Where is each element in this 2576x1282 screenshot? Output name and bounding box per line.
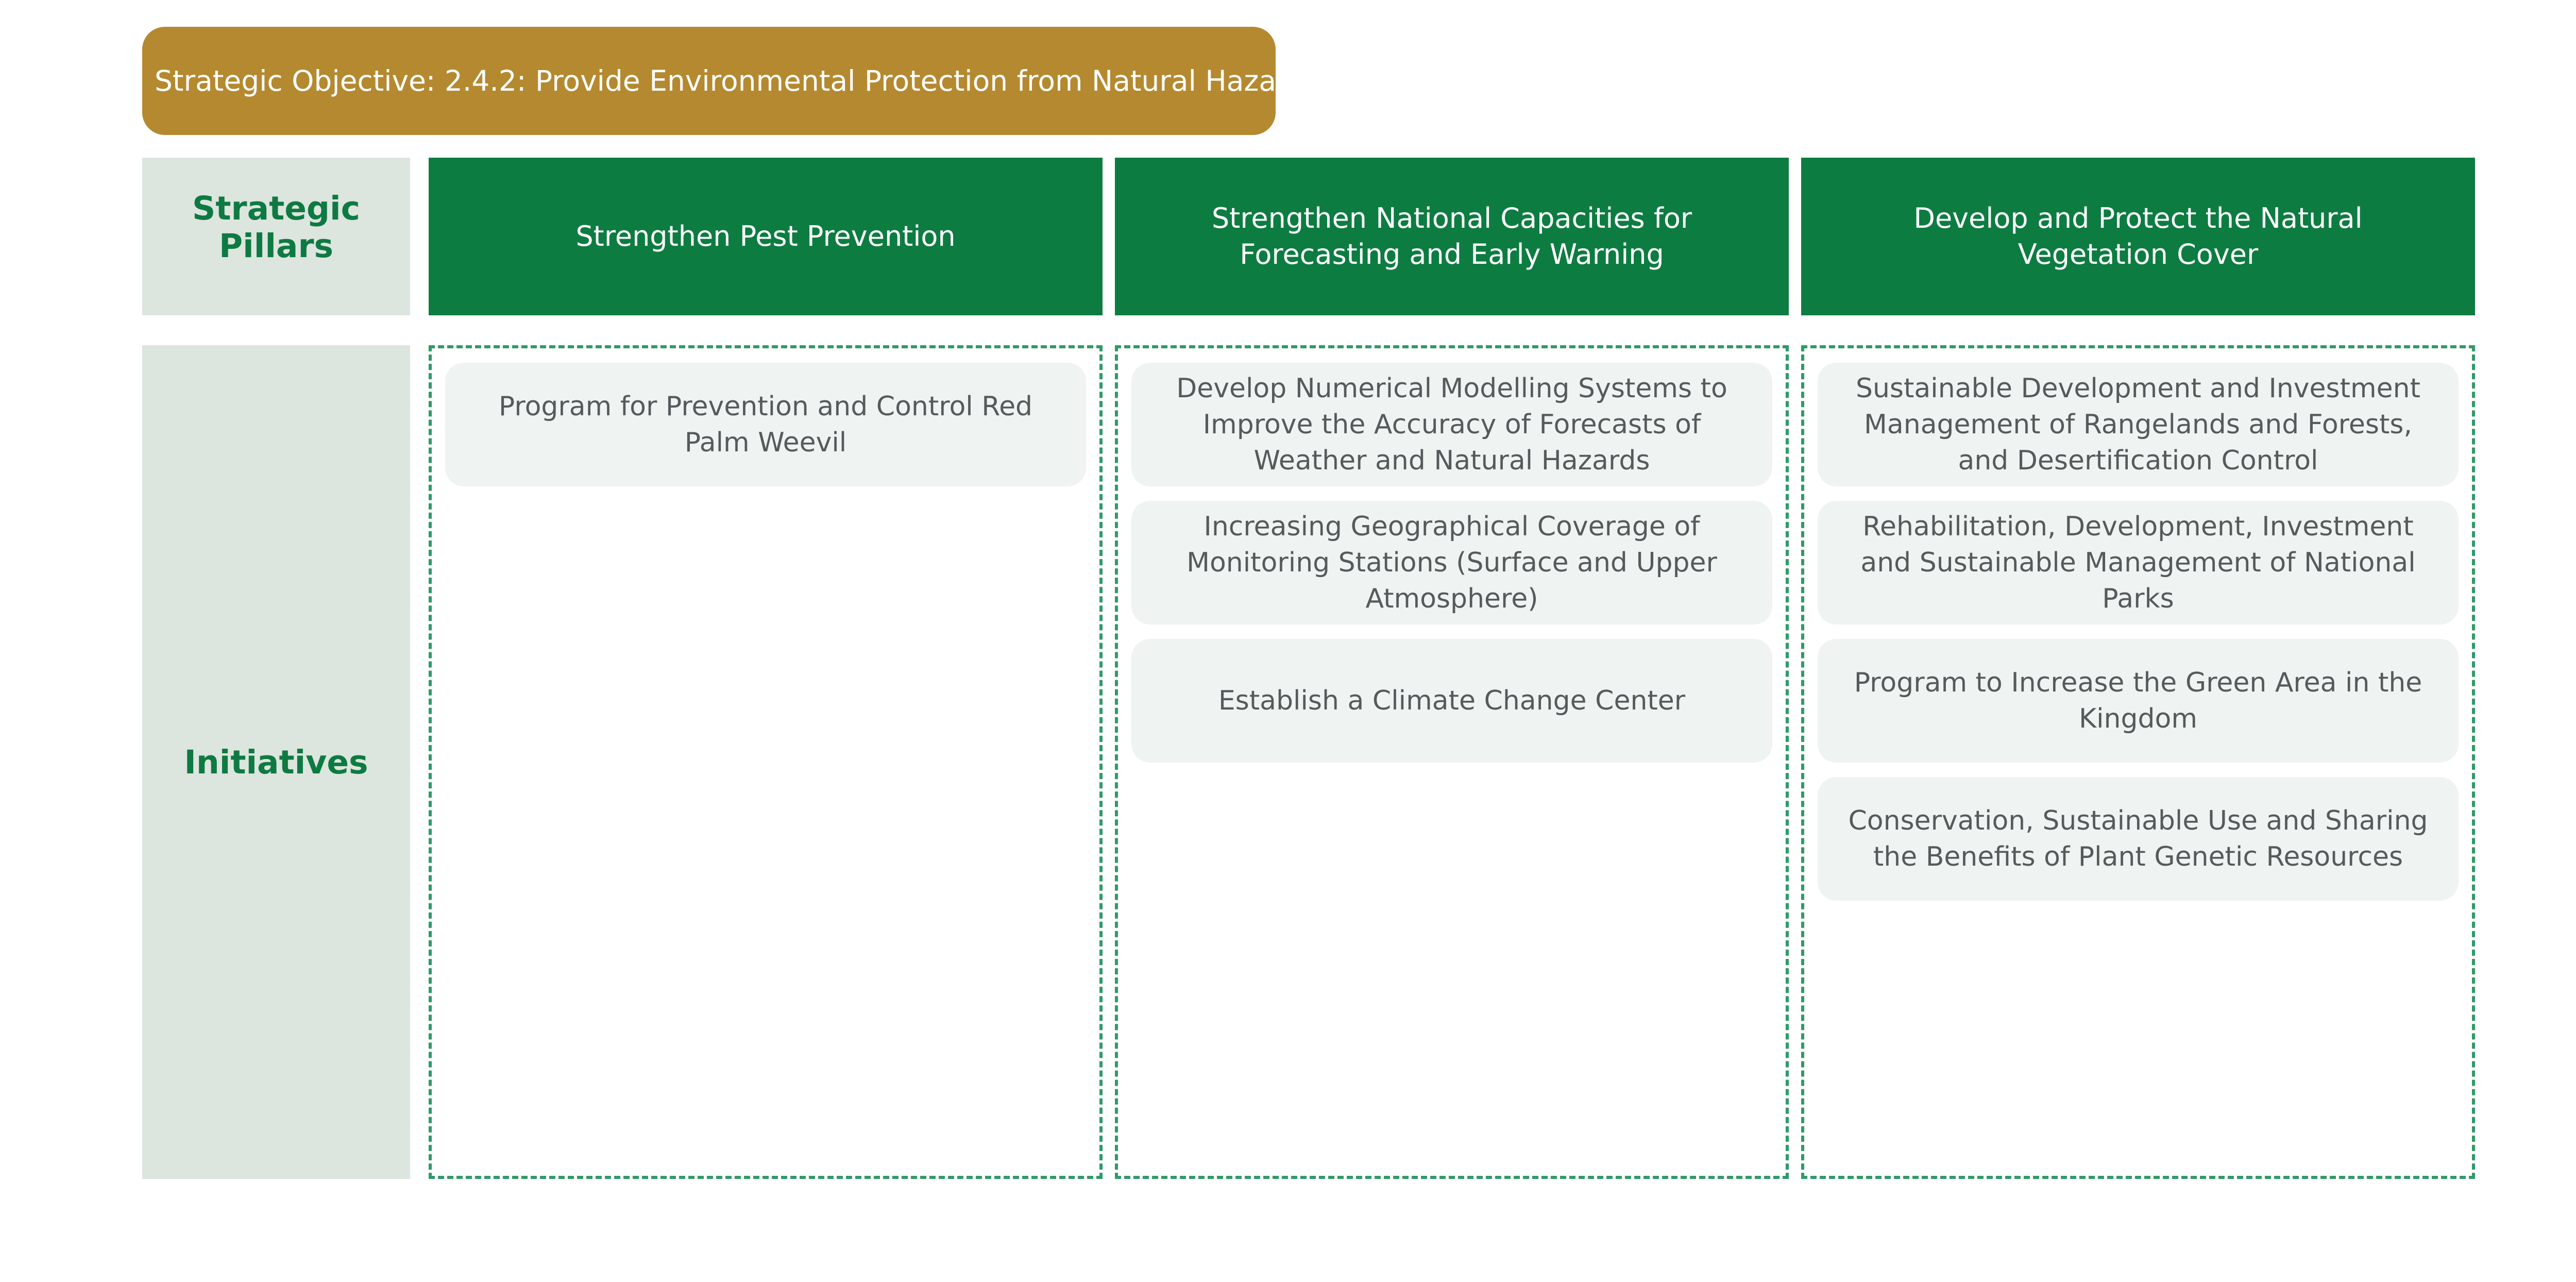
initiative-card (1131, 501, 1772, 625)
initiative-text: Rehabilitation, Development, Investment and Sustainable Management of National Parks (1860, 511, 2416, 614)
initiatives-label-text: Initiatives (184, 743, 368, 781)
initiative-text: Increasing Geographical Coverage of Monitoring Stations (Surface and Upper Atmosphere) (1187, 511, 1717, 614)
pillar-title: Develop and Protect the Natural Vegetation Cover (1913, 202, 2363, 271)
pillar-title: Strengthen National Capacities for Forecasting and Early Warning (1211, 202, 1692, 271)
pillar-title: Strengthen Pest Prevention (575, 220, 956, 252)
initiative-text: Sustainable Development and Investment Management of Rangelands and Forests, and Desertification Control (1855, 373, 2421, 476)
initiative-text: Conservation, Sustainable Use and Sharing the Benefits of Plant Genetic Resources (1848, 805, 2428, 872)
initiative-card (1818, 363, 2459, 486)
initiatives-column-pest-prevention (429, 345, 1103, 1179)
initiative-card (1818, 501, 2459, 625)
pillar-forecasting-early-warning (1115, 158, 1789, 315)
pillar-vegetation-cover (1801, 158, 2475, 315)
initiative-card (1131, 639, 1772, 763)
initiatives-column-forecasting (1115, 345, 1789, 1179)
strategic-objective-banner (142, 27, 1320, 135)
initiative-text: Program to Increase the Green Area in the Kingdom (1854, 667, 2422, 734)
strategic-pillars-label-text: Strategic Pillars (192, 190, 360, 265)
pillar-pest-prevention (429, 158, 1103, 315)
strategic-objective-text: Strategic Objective: 2.4.2: Provide Environmental Protection from Natural Hazards (155, 64, 1320, 97)
initiative-card (1818, 777, 2459, 901)
initiative-text: Establish a Climate Change Center (1218, 685, 1686, 716)
initiative-text: Program for Prevention and Control Red Palm Weevil (498, 391, 1033, 458)
strategic-pillars-label (142, 158, 410, 315)
initiatives-label (142, 345, 410, 1179)
initiative-text: Develop Numerical Modelling Systems to Improve the Accuracy of Forecasts of Weather and Natural Hazards (1176, 373, 1727, 476)
initiatives-column-vegetation (1801, 345, 2475, 1179)
initiative-card (1818, 639, 2459, 763)
initiative-card (1131, 363, 1772, 486)
initiative-card (445, 363, 1086, 486)
